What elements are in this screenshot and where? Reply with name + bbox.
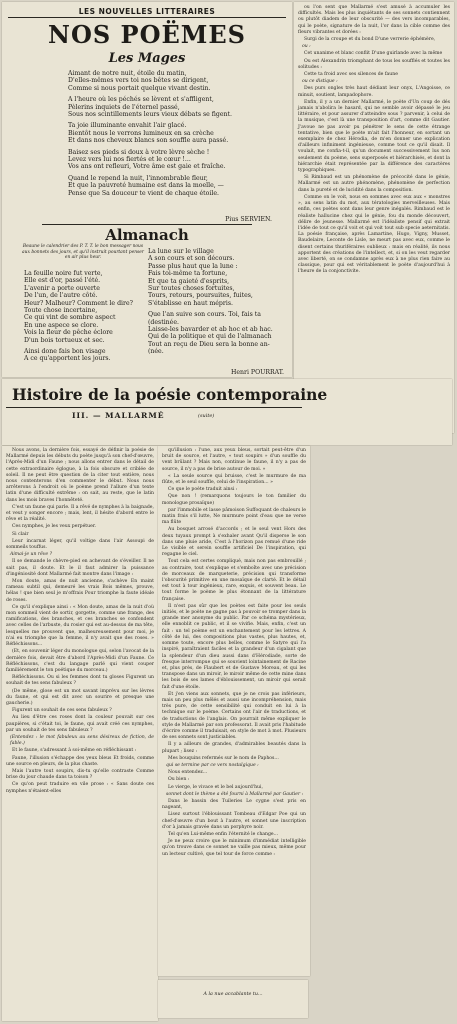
verse-line: Baisez ses pieds si doux à votre lèvre sèche ! [68,148,210,156]
article-paragraph: Il se demande le chèvre-pied en achevant de s'éveiller. Il ne sait pas, il doute. Et le il faut admirer la puissance d'ingéniosité dont Mallarmé fait montre dans l'image : [6,559,154,577]
article-column-2-tail-text: A la nue accablante tu... [203,992,263,997]
verse-line: Tours, retours, poursuites, fuites, [148,292,253,300]
verse-line: Sous nos scintillements leurs vieux débats se figent. [68,111,232,119]
verse-line: S'établisse en haut mépris. [148,299,233,307]
poem-almanach-epigraph: Beaune le calendrier des P. T. T. le bon messager nous aux bonnets des jours, et qu'il instruit pourtant penser en air plus heur. [22,244,144,261]
article-paragraph: Ou bien : [168,777,190,783]
verse-line: A son cours et son décours. [148,255,235,263]
poem-mages-verse [68,70,288,197]
verse-line: L'avenir a porte ouverte [24,284,100,292]
verse-line: De l'un, de l'autre côté. [24,292,98,300]
article-paragraph: Tel qu'en Lui-même enfin l'éternité le change... [168,831,279,837]
verse-line: Ta joie illuminante envahit l'air glacé. [68,122,187,130]
poems-title: NOS POËMES [48,20,246,49]
article-paragraph: Et le faune, s'adressant à soi-même en réfléchissant : [12,748,137,754]
verse-line: En une aspece se clore. [24,321,99,329]
poem-almanach-author: Henri POURRAT. [230,369,284,376]
article-paragraph: Tout cela est certes compliqué, mais non pas embrouillé ; au contraire, tout s'explique et s'emboîte avec une précision de morceaux de marqueterie, précision qui transforme l'obscurité primitive en une mosaïque de clarté. Et le détail est tout à tour ingénieux, rare, exquis, et souvent beau. Le tout forme le poème le plus étonnant de la littérature française. [162,559,306,602]
article-paragraph: (De même, glose est un mot savant imprévu sur les lèvres du faune, et qui est dit avec un sourire et presque une gaucherie.) [6,688,154,706]
verse-line: Fais toi-même ta fortune, [148,270,228,278]
poem-almanach-left-verse [24,270,154,363]
verse-line: Pèlerins inquiets de l'éternel passé, [68,103,180,111]
article-column-1 [2,446,158,1021]
verse-line: D'elles-mêmes vers toi nos bêtes se dirigent, [68,77,209,85]
verse-line: Ainsi done fais bon visage [24,348,106,356]
verse-line: Ce qui vint de sombre aspect [24,314,116,322]
verse-line: Levez vers lui nos fiertés et le cœur !... [68,156,191,164]
article-paragraph: qui se termine par ce vers nostalgique : [166,762,259,768]
verse-line: Vos ans ont refleuri, Votre âme est gaie et fraîche. [68,163,226,171]
article-paragraph: Ce que le poète traduit ainsi : [168,487,238,493]
article-section: III. — MALLARMÉ [72,411,165,420]
verse-line: La feuille noire fut verte, [24,270,103,277]
verse-line: Vois la fleur de pêche éclore [24,329,113,337]
article-paragraph: Il y a ailleurs de grandes, d'admirables beautés dans la plupart ; lisez : [162,742,306,754]
article-column-3 [294,2,454,433]
article-paragraph: Le vierge, le vivace et le bel aujourd'hui, [168,784,263,790]
article-column-2-tail [158,980,308,1018]
verse-line: Passe plus haut que la lune : [148,262,238,270]
article-paragraph: Mon doute, amas de nuit ancienne, s'achève En maint rameau subtil qui, demeuré les vrais Bois mêmes, prouve, hélas ! que bien seul je m'offrais Pour triomphe la faute idéale de roses. [6,579,154,603]
article-paragraph: Cette ta froid avec ses silences de faune [304,72,398,78]
verse-line: (destinée. [148,318,179,326]
article-title: Histoire de la poésie contemporaine [12,385,328,404]
article-column-3-text [298,5,450,277]
verse-line: Et dans nos cheveux blancs son souffle aura passé. [68,137,229,145]
article-paragraph: Mes bouquins refermés sur le nom de Paphos... [168,755,279,761]
verse-line: Bientôt nous le verrons lumineux en sa crèche [68,129,214,137]
article-paragraph: Faune, l'illusion s'échappe des yeux bleus Et froids, comme une source en pleurs, de la plus chaste. [6,755,154,767]
article-column-1-text [6,448,154,796]
verse-line: La lune sur le village [148,248,214,255]
article-paragraph: Lisez surtout l'éblouissant Tombeau d'Edgar Poe qui un chef-d'œuvre d'un bout à l'autre, et sonnet une inscription d'or à jamais gravée dans un porphyre noir. [162,812,306,830]
article-paragraph: Cet unanime et blanc conflit D'une guirlande avec la même [304,51,443,57]
verse-line: Pense que Sa douceur te vient de chaque étoile. [68,189,219,197]
article-paragraph: Ces nymphes, je les veux perpétuer. [12,524,96,530]
article-header [2,379,452,445]
verse-line: Qui de la politique et qui de l'almanach [148,333,272,341]
verse-line: Elle est d'or, passé l'été. [24,277,101,285]
article-paragraph: sonnet dont le thème a été fourni à Mallarmé par Gautier : [166,791,304,797]
article-column-2-text [162,448,306,859]
article-paragraph: Si clair [12,531,29,537]
article-paragraph: Dans le bassin des Tuileries Le cygne s'est pris en nageant, [162,798,306,811]
verse-line: Sur toutes choses fortuites, [148,285,235,293]
article-column-2 [158,446,310,976]
poem-almanach-title: Almanach [105,226,189,244]
article-paragraph: ou ce distique : [302,79,338,85]
verse-line: Heur? Malheur? Comment le dire? [24,299,133,307]
article-paragraph: Nous avons, la dernière fois, essayé de définir la poésie de Mallarmé depuis les débuts du poète jusqu'à son chef-d'œuvre, l'Après-Midi d'un Faune ; nous allons entrer dans le détail de cette extraordinaire églogue, à la fois obscure et criblée de soleil. Il ne peut être question de la citer tout entière, nous nous contenterons d'en commenter le début. Nous nous arrêterons à l'endroit où le poème prend l'allure d'un texte latin d'une difficulté extrême : on sait, au reste, que le latin dans les mois braves l'honnêteté. [6,448,154,503]
article-paragraph: (Et, en souvenir léger du monologue qui, selon l'avocat de la dernière fois, devait être d'abord l'Après-Midi d'un Faune. Ce Réfléchissons, c'est du langage parlé qui vient couper familièrement le ton poétique du morceau.) [6,649,154,673]
verse-line: Comme si nous portait quelque vivant destin. [68,84,211,92]
article-paragraph: Au bosquet arrosé d'accords ; et le seul vent Hors des deux tuyaux prompt à s'exhaler avant Qu'il disperse le son dans une pluie aride, C'est à l'horizon pas remué d'une ride Le visible et serein souffle artificiel De l'inspiration, qui regagne le ciel. [162,527,306,558]
article-paragraph: Figurent un souhait de ces sens fabuleux ? [12,708,112,714]
article-paragraph: Nous entendez... [168,770,208,776]
article-paragraph: Au lieu d'être ces roses dont la couleur pouvait sur ces paupières, si c'était toi, le faune, qui avait créé ces nymphes, par un souhait de tes sens fabuleux ? [6,715,154,733]
verse-line: Que l'an suive son cours. Toi, fais ta [148,311,261,319]
verse-line: Laisse-les bavarder et ab hoc et ab hac. [148,326,273,334]
article-paragraph: Leur incarnat léger, qu'il voltige dans l'air Assoupi de sommeils touffus. [6,538,154,551]
article-section-note: (suite) [198,413,215,419]
article-paragraph: qu'illusion : l'une, aux yeux bleus, sortait peut-être d'un bruit de source, et l'autre, « tout soupirs » d'un souffle du vent brûlant ? Mais non, continue le faune, il n'y a pas de source, il n'y a pas de brise autour de moi. » [162,448,306,472]
article-paragraph: Ce qu'il s'explique ainsi : « Mon doute, amas de la nuit d'où mon sommeil vient de sortir, gorgette, comme une frange, des ramifications, des branches, et ces branches se confondent avec celles de l'arbuste, du rosier qui est au-dessus de ma tête, lesquelles me prouvent que, malheureusement pour moi, je n'ai eu triomphe que la femme, il n'y avait que des roses. » Réfléchissons... [6,604,154,648]
article-paragraph: Comme on le voit, nous en sommes avec eux aux « monstres », au sens latin du mot, aux tératologies merveilleuses. Mais enfin, ces poètes sont dans leur genre inégalés. Rimbaud est le réaliste hallucine chez qui le génie, fou du monde découvert, délire de jeunesse. Mallarmé est l'idéaliste pensif qui extrait l'idée de tout ce qu'il voit et qui voit tout sub specie aeternitatis. La poésie française, après Lamartine, Hugo, Vigny, Musset, Baudelaire, Leconte de Lisle, ne meurt pas avec eux, comme le disent certains thuriféraires oublieux : mais en réalité, ils nous apportent des créations de l'intellect, et, si on les veut regarder avec liberté, on se condamne après eux à ne plus rien faire au classique, pour qui est véritablement le poète d'aujourd'hui à l'heure de la conjonctivite. [298,194,450,275]
verse-line: Quand le repend la nuit, l'innombrable fleur, [68,174,208,182]
article-paragraph: Mais l'autre tout soupirs, dis-tu qu'elle contraste Comme brise du jour chaude dans ta toison ? [6,768,154,781]
article-paragraph: ou : [302,44,311,50]
verse-line: Et que ta gaieté d'esprits, [148,277,230,285]
article-paragraph: Surgi de la croupe et du bond D'une verrerie éphémère, [304,37,436,43]
article-paragraph: Ce qu'on peut traduire en vile prose : « Sans doute ces nymphes n'étaient-elles [6,782,154,794]
article-paragraph: Aimai-je un rêve ? [10,552,53,558]
article-paragraph: Je ne peux croire que le minimum d'immédiat intelligible qu'on trouve dans ce sonnet ne vaille pas mieux, même pour un lecteur cultivé, que tel tour de force comme : [162,839,306,857]
article-paragraph: Et j'en viens aux sonnets, que je ne crois pas inférieurs, mais un peu plus mêlés et aussi une incompréhension, mais très pure, de cette sensibilité qui conduit en lui à la technique sur le poème. Certains ont l'air de traductions, et de traductions de l'anglais. On pourrait même expliquer le style de Mallarmé par son professorat. Il avait pris l'habitude d'écrire comme il traduisait, en style de mot à mot. Plusieurs de ses sonnets sont justiciables. [162,691,306,741]
article-paragraph: « La seule source qui bruisse, c'est le murmure de ma flûte, et le seul souffle, celui de l'inspiration... » [162,473,306,486]
verse-line: A ce qu'apportent les jours. [24,355,111,363]
poem-mages-title: Les Mages [108,51,186,66]
verse-line: Tout an reçu de Dieu sera la bonne an- [148,340,270,348]
article-paragraph: C'est un faune qui parle. Il a rêvé de nymphes à la baignade, et veut y songer encore ; mais, lent, il hésite d'abord entre le rêve et la réalité. [6,504,154,523]
article-paragraph: Si Rimbaud est un phénomène de précocité dans le génie, Mallarmé est un autre phénomène, phénomène de perfection dans la pureté et de lucidité dans la composition. [298,175,450,193]
article-paragraph: Que non ! (remarquons toujours le ton familier du monologue prosaïque) [162,494,306,506]
article-paragraph: (Entendez : le mot fabuleux au sens désireux de fiction, de fable.) [10,734,154,747]
article-paragraph: Ou est Alexandrin triomphant de tous les soufflés et toutes les solitudes : [298,58,450,70]
verse-line: D'un bois tortueux et sec. [24,336,105,344]
article-paragraph: par l'immobile et lasse pâmoison Suffoquant de chaleurs le matin frais s'il lutte, Ne murmure point d'eau que ne verse ma flûte [162,507,306,526]
verse-line: Et que la pauvreté humaine est dans la moelle, — [68,182,224,190]
article-paragraph: Réfléchissons. Ou si les femmes dont tu gloses Figurent un souhait de tes sens fabuleux ? [6,675,154,687]
verse-line: Toute chose incertaine, [24,307,98,315]
poem-mages-author: Pius SERVIEN. [225,216,272,223]
article-paragraph: Des purs ongles très haut dédiant leur onyx, L'Angoisse, ce minuit, soutient, lampadophore. [298,86,450,98]
article-paragraph: Il n'est pas sûr que les poètes est faite pour les seuls initiés, et le poète ne gagne pas à pouvoir se tromper dans la grande mer anonyme du public. Par ce schéma mystérieux, elle ennoblit ce public, et il se vivifie. Mais, enfin, c'est un fait : un tel poème est un enchantement pour les lettres. A côté de lui, des compositions plus vastes, plus hautes, et, somme toute, encore plus belles, comme le Satyre qui l'a inspiré, paraîtraient faciles et la grandeur d'un cigalant que la splendeur d'un dieu aussi dans d'Hérodiade, sorte de fresque interrompue qui se souvient lointainement de Racine et, plus près, de Flaubert et de Gustave Moreau, et qui les transpose dans un miroir, le miroir même de cette mine dans les bois de ses lames d'éblouissement, un miroir qui serait fait d'une étoile. [162,603,306,690]
article-paragraph: ou l'on sent que Mallarmé s'est amusé à accumuler les difficultés. Mais les plus inquiétants de ses sonnets contiennent ou plutôt diadem de leur obscurité — des vers incomparables, qui le poète, signature de la nuit, l'or dans la cible comme des fleurs vibrantes et dorées : [298,5,450,35]
article-paragraph: Enfin, il y a un dernier Mallarmé, le poète d'Un coup de dés jamais n'abolira le hasard, qui ne semble avoir dépassé le jeu littéraire, et pour assurer d'atteindre sous ? parvenir, à celui de la musique, c'est là une transposition d'art, comme dit Gautier. J'avoue ne pas avoir pu pénétrer le sens de cette étrange tentative, bien que le poète m'ait fait l'honneur, en sortant un exemplaire de chez Hérodia, de m'en donner une explication d'ailleurs infiniment ingénieuse, comme tout ce qu'il disait. Il voulait, me confia-t-il, qu'un document successivement lus non seulement du poème, sens superposés et hiérarchisés, et dont la hiérarchie était représentée par la différence des caractères typographiques. [298,99,450,174]
poem-almanach-right-verse [148,248,290,356]
verse-line: Aimant de notre nuit, étoile du matin, [68,70,187,77]
publication-header: LES NOUVELLES LITTERAIRES [78,7,216,16]
verse-line: A l'heure où les péchés se lèvent et s'affligent, [68,96,214,104]
verse-line: (née. [148,348,164,356]
poems-panel [2,2,292,377]
